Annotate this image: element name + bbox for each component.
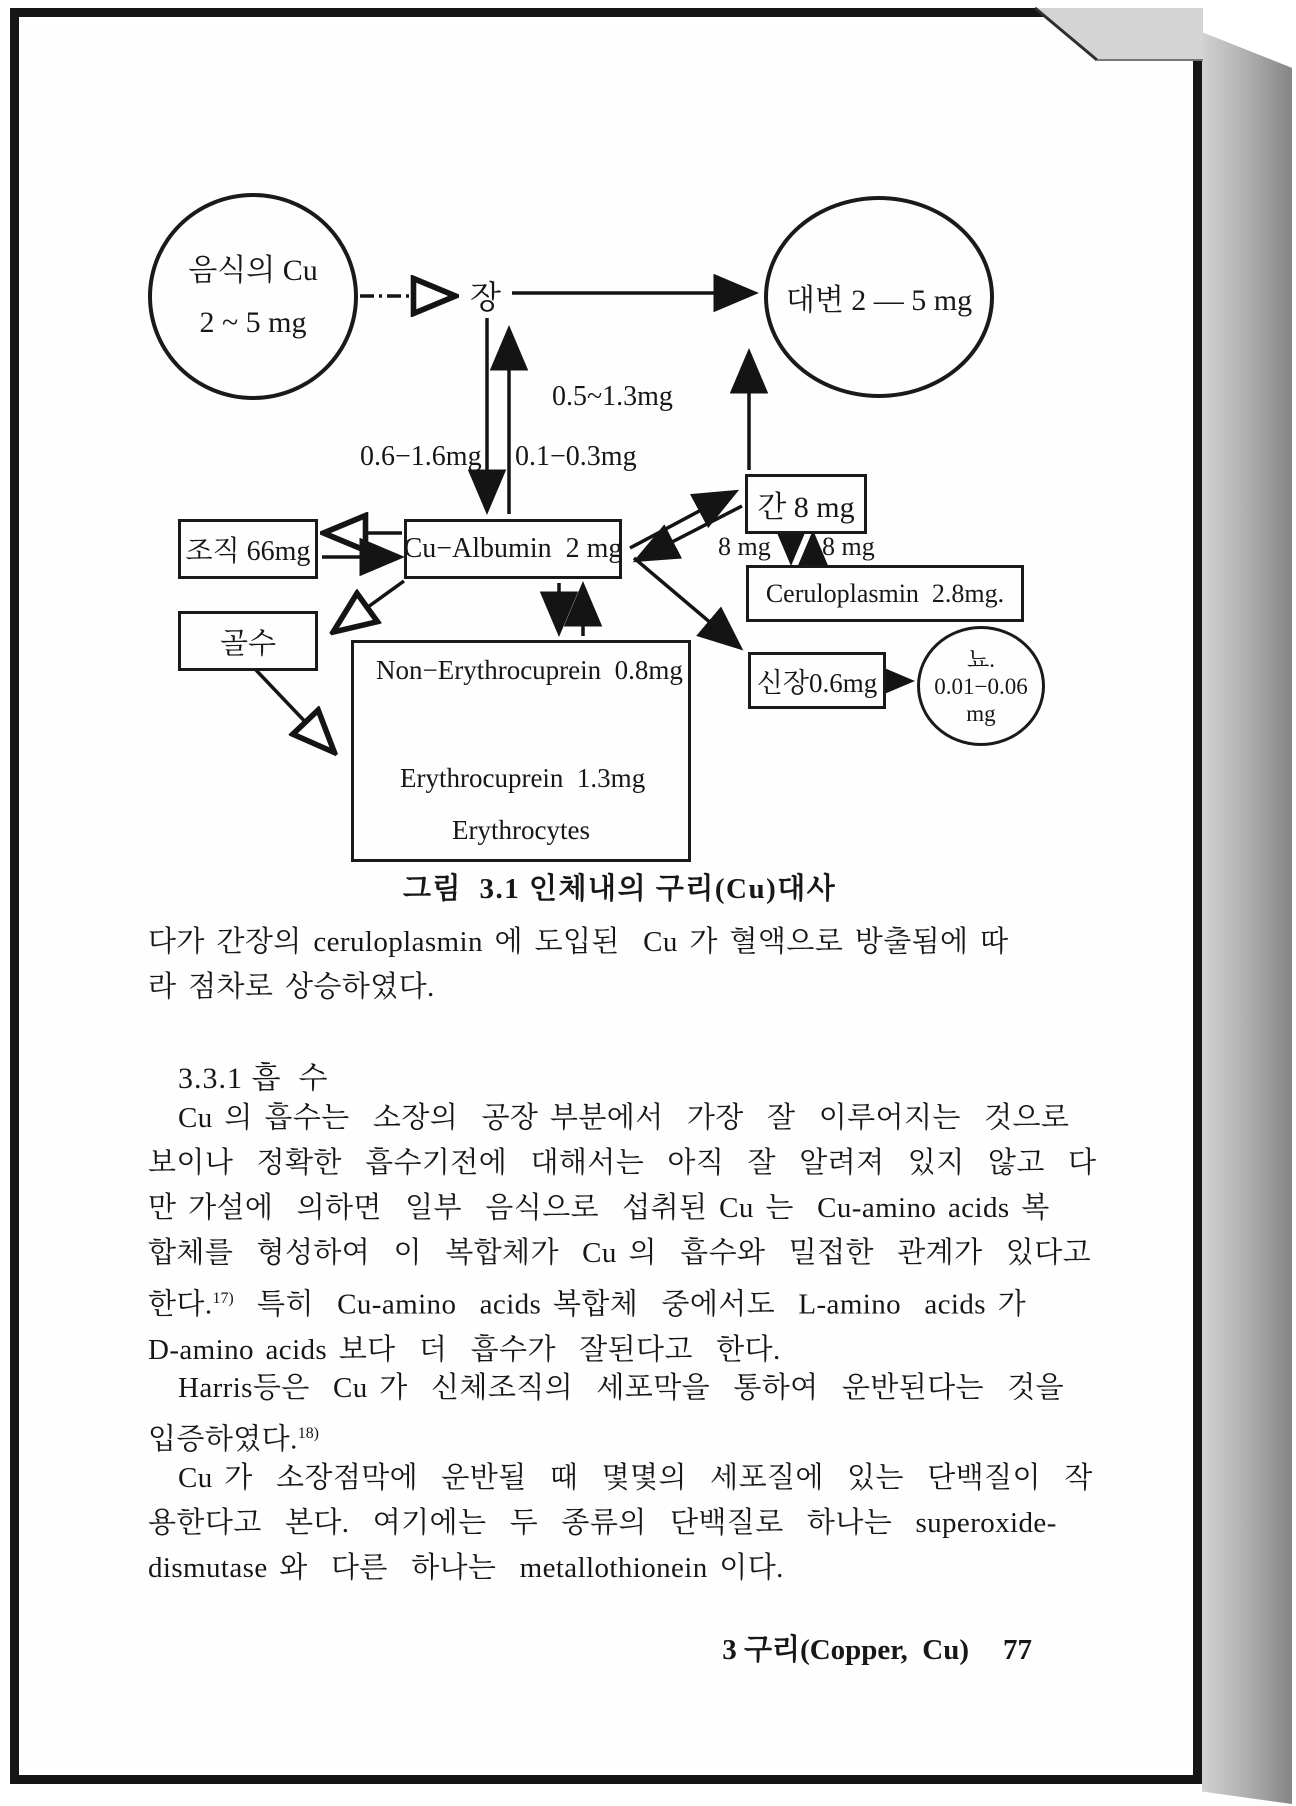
food-label-line2: 2 ~ 5 mg xyxy=(199,305,307,339)
flow-label-liver-to-feces: 0.5~1.3mg xyxy=(552,381,673,412)
kidney-box: 신장0.6mg xyxy=(748,652,886,709)
text-line: dismutase 와 다른 하나는 metallothionein 이다. xyxy=(148,1552,784,1584)
urine-label-line3: mg xyxy=(966,700,996,726)
section-heading: 3.3.1 흡 수 xyxy=(178,1062,329,1095)
text-line: 다가 간장의 ceruloplasmin 에 도입된 Cu 가 혈액으로 방출됨에 따 xyxy=(148,926,1009,958)
text-line: 보이나 정확한 흡수기전에 대해서는 아직 잘 알려져 있지 않고 다 xyxy=(148,1147,1097,1179)
ceruloplasmin-box: Ceruloplasmin 2.8mg. xyxy=(746,565,1024,622)
paragraph-2 xyxy=(148,1096,1097,1373)
page-number: 77 xyxy=(1003,1634,1032,1666)
figure-caption: 그림 3.1 인체내의 구리(Cu)대사 xyxy=(403,873,837,905)
text-line: 용한다고 본다. 여기에는 두 종류의 단백질로 하나는 superoxide- xyxy=(148,1507,1057,1539)
chapter-title: 3 구리(Copper, Cu) xyxy=(722,1634,969,1666)
erythrocytes-label: Erythrocytes xyxy=(452,815,590,845)
text-line: 입증하였다.$^{18)}$ xyxy=(148,1423,319,1456)
flow-label-intestine-down: 0.6−1.6mg xyxy=(360,441,482,472)
intestine-label: 장 xyxy=(470,279,501,315)
urine-circle xyxy=(917,626,1045,746)
book-side-edge xyxy=(1202,16,1292,1804)
text-line: 라 점차로 상승하였다. xyxy=(148,971,435,1003)
erythrocuprein-label: Erythrocuprein 1.3mg xyxy=(400,763,646,793)
text-line: 합체를 형성하여 이 복합체가 Cu 의 흡수와 밀접한 관계가 있다고 xyxy=(148,1237,1092,1269)
text-line: 한다.$^{17)}$ 특히 Cu-amino acids 복합체 중에서도 L-amino acids 가 xyxy=(148,1288,1026,1321)
paragraph-1 xyxy=(148,920,1040,1010)
paragraph-4 xyxy=(148,1456,1093,1591)
text-line: Harris등은 Cu 가 신체조직의 세포막을 통하여 운반된다는 것을 xyxy=(178,1372,1065,1404)
text-line: D-amino acids 보다 더 흡수가 잘된다고 한다. xyxy=(148,1333,781,1366)
tissue-box: 조직 66mg xyxy=(178,519,318,579)
feces-circle xyxy=(764,196,994,398)
liver-box: 간 8 mg xyxy=(745,474,867,534)
text-line: Cu 의 흡수는 소장의 공장 부분에서 가장 잘 이루어지는 것으로 xyxy=(178,1102,1070,1134)
text-line: Cu 가 소장점막에 운반될 때 몇몇의 세포질에 있는 단백질이 작 xyxy=(178,1462,1093,1494)
food-circle xyxy=(148,193,358,400)
cu-albumin-box: Cu−Albumin 2 mg xyxy=(404,519,622,579)
flow-label-liver-up: 8 mg xyxy=(822,532,875,561)
page-footer xyxy=(148,1594,1032,1701)
erythrocyte-box xyxy=(351,640,691,862)
food-label-line1: 음식의 Cu xyxy=(188,253,318,287)
feces-label: 대변 2 — 5 mg xyxy=(785,284,973,317)
non-erythrocuprein-label: Non−Erythrocuprein 0.8mg xyxy=(376,655,683,685)
urine-label-line2: 0.01−0.06 xyxy=(934,673,1028,699)
paragraph-3 xyxy=(148,1366,1065,1463)
marrow-box: 골수 xyxy=(178,611,318,671)
text-line: 만 가설에 의하면 일부 음식으로 섭취된 Cu 는 Cu-amino acids 복 xyxy=(148,1192,1050,1224)
urine-label-line1: 뇨. xyxy=(967,646,995,672)
flow-label-liver-down: 8 mg xyxy=(718,532,771,561)
flow-label-intestine-up: 0.1−0.3mg xyxy=(515,441,637,472)
